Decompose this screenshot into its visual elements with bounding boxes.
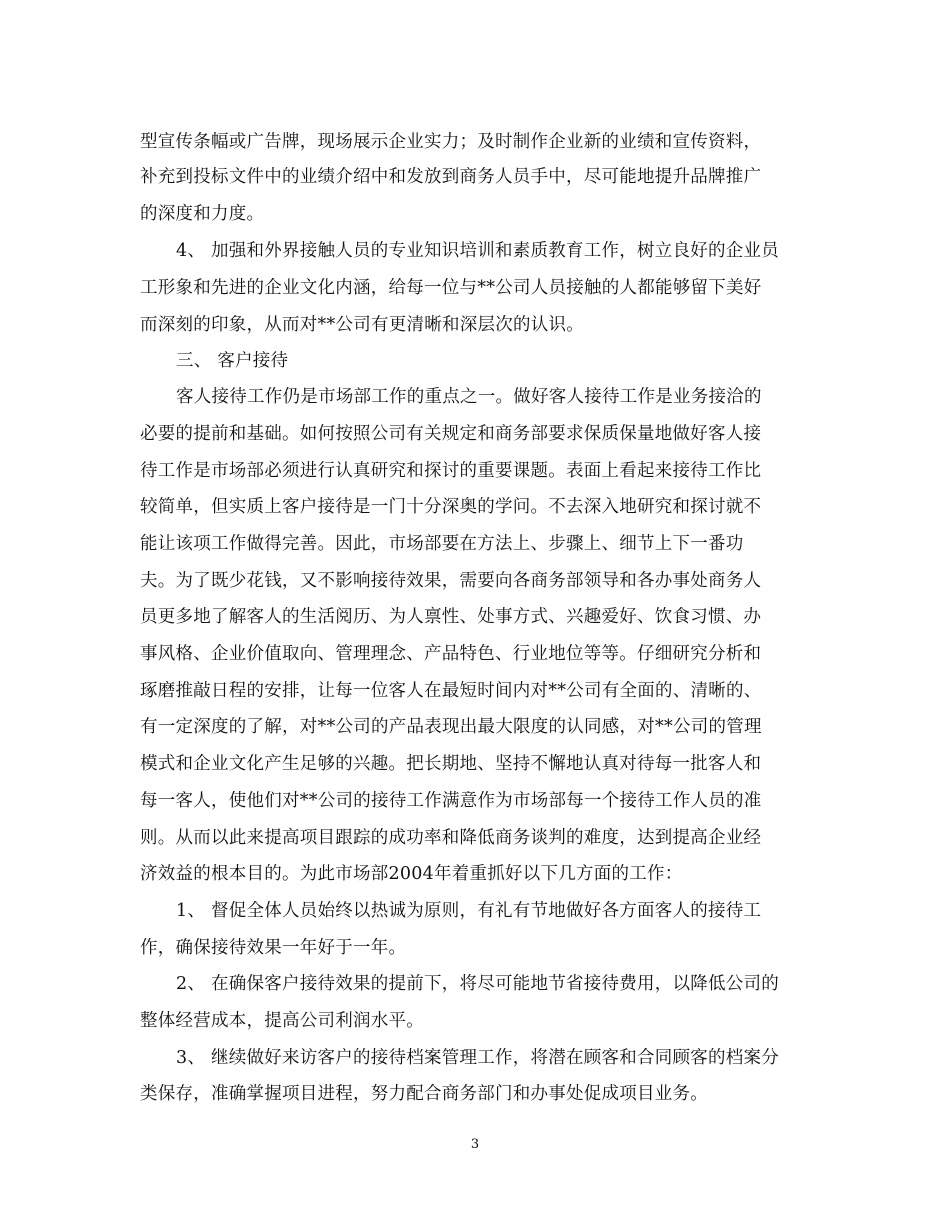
text-line: 工形象和先进的企业文化内涵，给每一位与**公司人员接触的人都能够留下美好 xyxy=(140,278,762,298)
text-line: 事风格、企业价值取向、管理理念、产品特色、行业地位等等。仔细研究分析和 xyxy=(140,644,762,664)
text-line: 4、 加强和外界接触人员的专业知识培训和素质教育工作，树立良好的企业员 xyxy=(176,241,779,261)
text-line: 有一定深度的了解，对**公司的产品表现出最大限度的认同感，对**公司的管理 xyxy=(140,717,762,737)
text-line: 而深刻的印象，从而对**公司有更清晰和深层次的认识。 xyxy=(140,315,584,335)
text-line: 作，确保接待效果一年好于一年。 xyxy=(140,938,407,958)
text-line: 模式和企业文化产生足够的兴趣。把长期地、坚持不懈地认真对待每一批客人和 xyxy=(140,754,762,774)
section-heading: 三、 客户接待 xyxy=(176,351,289,371)
text-line: 琢磨推敲日程的安排，让每一位客人在最短时间内对**公司有全面的、清晰的、 xyxy=(140,681,762,701)
text-line: 能让该项工作做得完善。因此，市场部要在方法上、步骤上、细节上下一番功 xyxy=(140,534,744,554)
text-line: 员更多地了解客人的生活阅历、为人禀性、处事方式、兴趣爱好、饮食习惯、办 xyxy=(140,607,762,627)
text-line: 夫。为了既少花钱，又不影响接待效果，需要向各商务部领导和各办事处商务人 xyxy=(140,571,762,591)
text-line: 则。从而以此来提高项目跟踪的成功率和降低商务谈判的难度，达到提高企业经 xyxy=(140,828,762,848)
text-line: 3、 继续做好来访客户的接待档案管理工作，将潜在顾客和合同顾客的档案分 xyxy=(176,1048,779,1068)
text-line: 客人接待工作仍是市场部工作的重点之一。做好客人接待工作是业务接洽的 xyxy=(176,387,762,407)
text-line: 类保存，准确掌握项目进程，努力配合商务部门和办事处促成项目业务。 xyxy=(140,1084,708,1104)
text-line: 1、 督促全体人员始终以热诚为原则，有礼有节地做好各方面客人的接待工 xyxy=(176,901,762,921)
text-line: 型宣传条幅或广告牌，现场展示企业实力；及时制作企业新的业绩和宣传资料， xyxy=(140,132,762,152)
text-line: 较简单，但实质上客户接待是一门十分深奥的学问。不去深入地研究和探讨就不 xyxy=(140,497,762,517)
text-line: 整体经营成本，提高公司利润水平。 xyxy=(140,1011,424,1031)
text-line: 补充到投标文件中的业绩介绍中和发放到商务人员手中，尽可能地提升品牌推广 xyxy=(140,167,762,187)
text-line: 2、 在确保客户接待效果的提前下，将尽可能地节省接待费用，以降低公司的 xyxy=(176,974,779,994)
text-line: 必要的提前和基础。如何按照公司有关规定和商务部要求保质保量地做好客人接 xyxy=(140,424,762,444)
text-line: 济效益的根本目的。为此市场部2004年着重抓好以下几方面的工作： xyxy=(140,864,683,884)
page-number: 3 xyxy=(470,1137,480,1152)
text-line: 待工作是市场部必须进行认真研究和探讨的重要课题。表面上看起来接待工作比 xyxy=(140,461,762,481)
text-line: 的深度和力度。 xyxy=(140,204,265,224)
text-line: 每一客人，使他们对**公司的接待工作满意作为市场部每一个接待工作人员的准 xyxy=(140,791,762,811)
